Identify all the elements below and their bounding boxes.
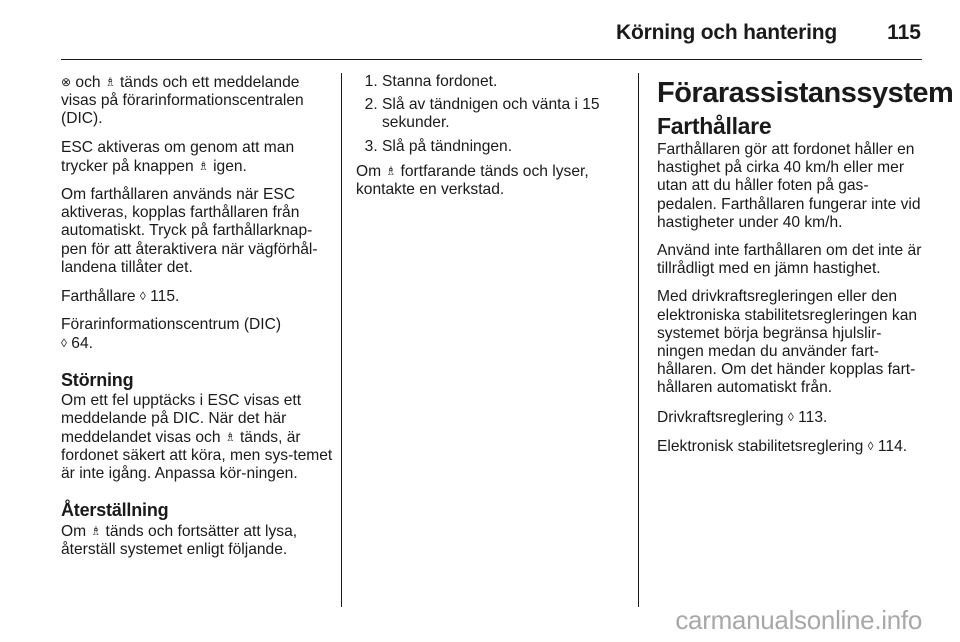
paragraph-cruise-esc: Om farthållaren används när ESC aktiveras, kopplas farthållaren från automatiskt. Tryck på farthållarknap-pen för att återaktivera när vägförhål-landena tillåter det. <box>61 186 318 276</box>
page-reference-icon: ◊ <box>787 409 794 424</box>
esc-indicator-icon: ♗ <box>224 430 236 445</box>
list-item: 1. Stanna fordonet. <box>382 73 628 91</box>
page-reference-icon: ◊ <box>61 336 67 351</box>
watermark: carmanualsonline.info <box>675 605 922 635</box>
reference-cruise-control: Farthållare ◊ 115. <box>61 288 180 306</box>
column-divider <box>638 73 639 607</box>
paragraph-cruise-intro: Farthållaren gör att fordonet håller en hastighet på cirka 40 km/h eller mer utan att du håller foten på gas-pedalen. Farthållaren fungerar inte vid hastigheter under 40 km/h. <box>657 141 921 231</box>
paragraph-contact-workshop: Om ♗ fortfarande tänds och lyser, kontakte en verkstad. <box>356 162 589 199</box>
column-right <box>657 73 954 466</box>
paragraph-reset: Om ♗ tänds och fortsätter att lysa, återställ systemet enligt följande. <box>61 522 298 558</box>
reference-stability-control: Elektronisk stabilitetsreglering ◊ 114. <box>657 437 908 455</box>
page-reference-icon: ◊ <box>867 438 874 453</box>
paragraph-cruise-traction: Med drivkraftsregleringen eller den elektroniska stabilitetsregleringen kan systemet börja begränsa hjulslir-ningen medan du använder fart-hållaren. Om det händer kopplas fart-hållaren automatiskt från. <box>657 288 918 397</box>
column-left <box>61 73 336 569</box>
esc-indicator-icon: ♗ <box>385 163 397 178</box>
esc-button-icon: ♗ <box>197 158 209 173</box>
paragraph-cruise-advice: Använd inte farthållaren om det inte är tillrådligt med en jämn hastighet. <box>657 242 922 278</box>
paragraph-esc-indicator: ⊗ och ♗ tänds och ett meddelande visas på förarinformationscentralen (DIC). <box>61 74 304 128</box>
heading-driver-assistance: Förarassistanssystem <box>657 77 954 109</box>
reference-dic: Förarinformationscentrum (DIC) ◊ 64. <box>61 316 282 353</box>
esc-indicator-icon: ♗ <box>104 75 116 89</box>
reference-traction-control: Drivkraftsreglering ◊ 113. <box>657 408 828 426</box>
section-title: Körning och hantering <box>616 21 837 44</box>
column-middle <box>356 73 628 209</box>
paragraph-esc-reactivate: ESC aktiveras om genom att man trycker på knappen ♗ igen. <box>61 138 295 175</box>
heading-storning: Störning <box>61 369 134 390</box>
page-number: 115 <box>887 21 921 44</box>
page-reference-icon: ◊ <box>139 289 146 304</box>
column-divider <box>341 73 342 607</box>
esc-off-icon: ⊗ <box>61 75 72 89</box>
page-header <box>0 0 960 62</box>
reset-steps-list <box>356 73 628 156</box>
heading-aterstallning: Återställning <box>61 499 169 520</box>
heading-cruise-control: Farthållare <box>657 113 772 139</box>
header-rule <box>61 59 922 60</box>
list-item: 3. Slå på tändningen. <box>382 138 628 156</box>
list-item: 2. Slå av tändnigen och vänta i 15 sekunder. <box>382 96 628 132</box>
paragraph-fault: Om ett fel upptäcks i ESC visas ett meddelande på DIC. När det här meddelandet visas och ♗ tänds, är fordonet säkert att köra, men sys-temet är inte igång. Anpassa kör-ningen. <box>61 391 333 483</box>
esc-indicator-icon: ♗ <box>90 523 102 538</box>
